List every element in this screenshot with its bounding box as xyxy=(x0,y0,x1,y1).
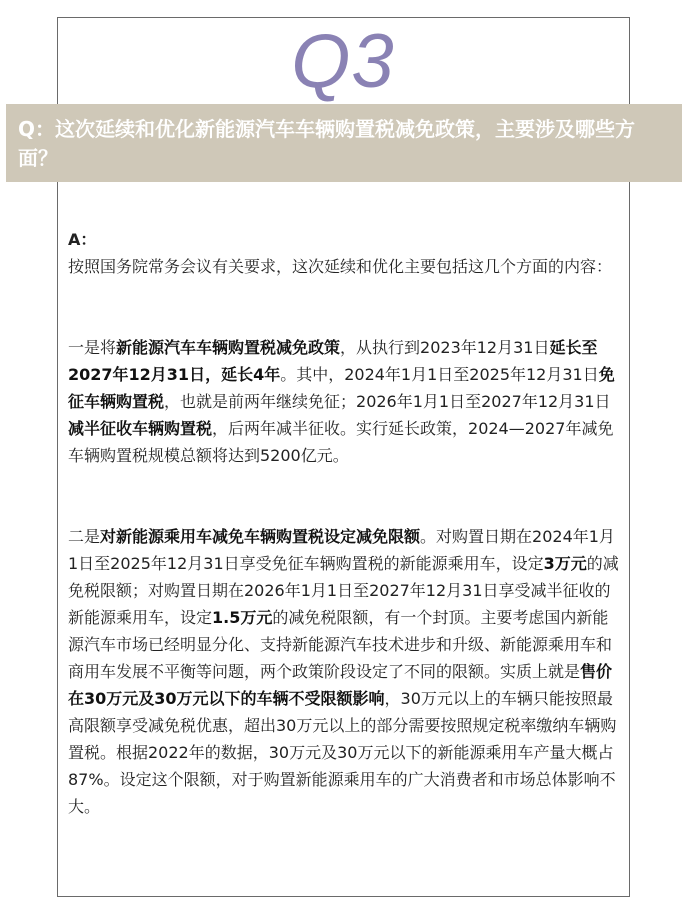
p2-text-2: 。对购置日期在2024年1月1日至2025年12月31日享受免征车辆购置税的新能源乘用车，设定 xyxy=(68,527,615,573)
p1-text-1: 一是将 xyxy=(68,338,117,357)
p2-text-1: 二是 xyxy=(68,527,101,546)
answer-paragraph-2 xyxy=(68,523,624,820)
paragraph-gap xyxy=(68,280,624,307)
p2-text-4: 的减免税限额，有一个封顶。主要考虑国内新能源汽车市场已经明显分化、支持新能源汽车技术进步和升级、新能源乘用车和商用车发展不平衡等问题，两个政策阶段设定了不同的限额。实质上就是 xyxy=(68,608,613,681)
paragraph-gap xyxy=(68,307,624,334)
p1-text-5: ，后两年减半征收。实行延长政策，2024—2027年减免车辆购置税规模总额将达到5200亿元。 xyxy=(68,419,614,465)
p1-text-3: 。其中，2024年1月1日至2025年12月31日 xyxy=(280,365,599,384)
paragraph-gap xyxy=(68,469,624,496)
p1-bold-3: 免征车辆购置税 xyxy=(68,365,615,411)
question-text: Q：这次延续和优化新能源汽车车辆购置税减免政策，主要涉及哪些方面？ xyxy=(18,117,636,170)
p2-text-3: 的减免税限额；对购置日期在2026年1月1日至2027年12月31日享受减半征收的新能源乘用车，设定 xyxy=(68,554,619,627)
p2-bold-4: 售价在30万元及30万元以下的车辆不受限额影响 xyxy=(68,662,613,708)
p1-bold-1: 新能源汽车车辆购置税减免政策 xyxy=(116,338,341,357)
question-banner xyxy=(6,104,682,182)
p1-text-2: ，从执行到2023年12月31日 xyxy=(340,338,550,357)
answer-paragraph-1 xyxy=(68,334,624,469)
question-number: Q3 xyxy=(291,19,395,104)
p2-bold-2: 3万元 xyxy=(543,554,587,573)
p2-bold-1: 对新能源乘用车减免车辆购置税设定减免限额 xyxy=(100,527,421,546)
p1-bold-4: 减半征收车辆购置税 xyxy=(68,419,213,438)
p2-text-5: ，30万元以上的车辆只能按照最高限额享受减免税优惠，超出30万元以上的部分需要按照规定税率缴纳车辆购置税。根据2022年的数据，30万元及30万元以下的新能源乘用车产量大概占87%。设定这个限额，对于购置新能源乘用车的广大消费者和市场总体影响不大。 xyxy=(68,689,617,816)
answer-body xyxy=(68,226,624,820)
p1-bold-2: 延长至2027年12月31日，延长4年 xyxy=(68,338,598,384)
paragraph-gap xyxy=(68,496,624,523)
answer-label: A： xyxy=(68,230,97,249)
p2-bold-3: 1.5万元 xyxy=(212,608,273,627)
p1-text-4: ，也就是前两年继续免征；2026年1月1日至2027年12月31日 xyxy=(164,392,611,411)
answer-intro: 按照国务院常务会议有关要求，这次延续和优化主要包括这几个方面的内容： xyxy=(68,257,613,276)
